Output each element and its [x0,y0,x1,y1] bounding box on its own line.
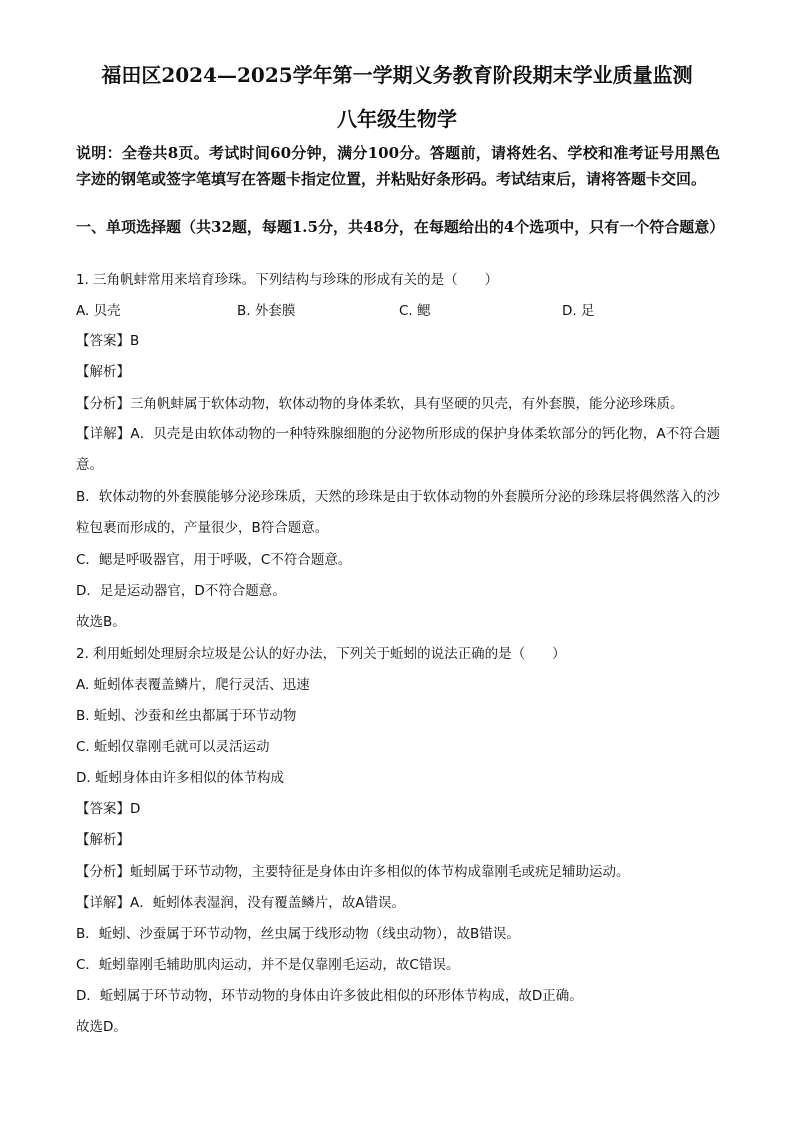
q1-stem: 1. 三角帆蚌常用来培育珍珠。下列结构与珍珠的形成有关的是（ ） [76,272,499,288]
q2-stem: 2. 利用蚯蚓处理厨余垃圾是公认的好办法，下列关于蚯蚓的说法正确的是（ ） [76,646,566,662]
q2-option-b: B. 蚯蚓、沙蚕和丝虫都属于环节动物 [76,708,297,724]
q2-detail-d: D．蚯蚓属于环节动物，环节动物的身体由许多彼此相似的环形体节构成，故D正确。 [76,988,583,1004]
q1-analysis-label: 【解析】 [76,364,130,380]
q1-detail-b: B．软体动物的外套膜能够分泌珍珠质，天然的珍珠是由于软体动物的外套膜所分泌的珍珠层将偶然落入的沙粒包裹而形成的，产量很少，B符合题意。 [76,489,720,536]
q2-option-d: D. 蚯蚓身体由许多相似的体节构成 [76,770,284,786]
section-heading: 一、单项选择题（共32题，每题1.5分，共48分，在每题给出的4个选项中，只有一个符合题意） [76,218,725,236]
exam-instructions: 说明：全卷共8页。考试时间60分钟，满分100分。答题前，请将姓名、学校和准考证号用黑色字迹的钢笔或签字笔填写在答题卡指定位置，并粘贴好条形码。考试结束后，请将答题卡交回。 [76,144,720,188]
q2-conclusion: 故选D。 [76,1019,127,1035]
q1-detail-a: 【详解】A．贝壳是由软体动物的一种特殊腺细胞的分泌物所形成的保护身体柔软部分的钙化物，A不符合题意。 [76,426,720,473]
q1-answer: 【答案】B [76,333,140,349]
q2-answer: 【答案】D [76,801,141,817]
q2-fenxi: 【分析】蚯蚓属于环节动物，主要特征是身体由许多相似的体节构成靠刚毛或疣足辅助运动。 [76,864,630,880]
q1-option-d: D. 足 [562,303,595,319]
q1-detail-c: C．鳃是呼吸器官，用于呼吸，C不符合题意。 [76,552,352,568]
q1-fenxi: 【分析】三角帆蚌属于软体动物，软体动物的身体柔软，具有坚硬的贝壳，有外套膜，能分泌珍珠质。 [76,396,684,412]
page-title: 福田区2024—2025学年第一学期义务教育阶段期末学业质量监测 [101,63,693,87]
q2-analysis-label: 【解析】 [76,832,130,848]
q1-option-c: C. 鳃 [399,303,431,319]
q2-detail-c: C．蚯蚓靠刚毛辅助肌肉运动，并不是仅靠刚毛运动，故C错误。 [76,957,460,973]
q2-option-c: C. 蚯蚓仅靠刚毛就可以灵活运动 [76,739,270,755]
q1-option-a: A. 贝壳 [76,303,121,319]
q1-option-b: B. 外套膜 [237,303,296,319]
q2-detail-a: 【详解】A．蚯蚓体表湿润，没有覆盖鳞片，故A错误。 [76,895,405,911]
q1-conclusion: 故选B。 [76,614,126,630]
page-subtitle: 八年级生物学 [337,107,457,131]
q2-detail-b: B．蚯蚓、沙蚕属于环节动物，丝虫属于线形动物（线虫动物），故B错误。 [76,926,520,942]
q1-detail-d: D．足是运动器官，D不符合题意。 [76,583,286,599]
q2-option-a: A. 蚯蚓体表覆盖鳞片，爬行灵活、迅速 [76,677,310,693]
